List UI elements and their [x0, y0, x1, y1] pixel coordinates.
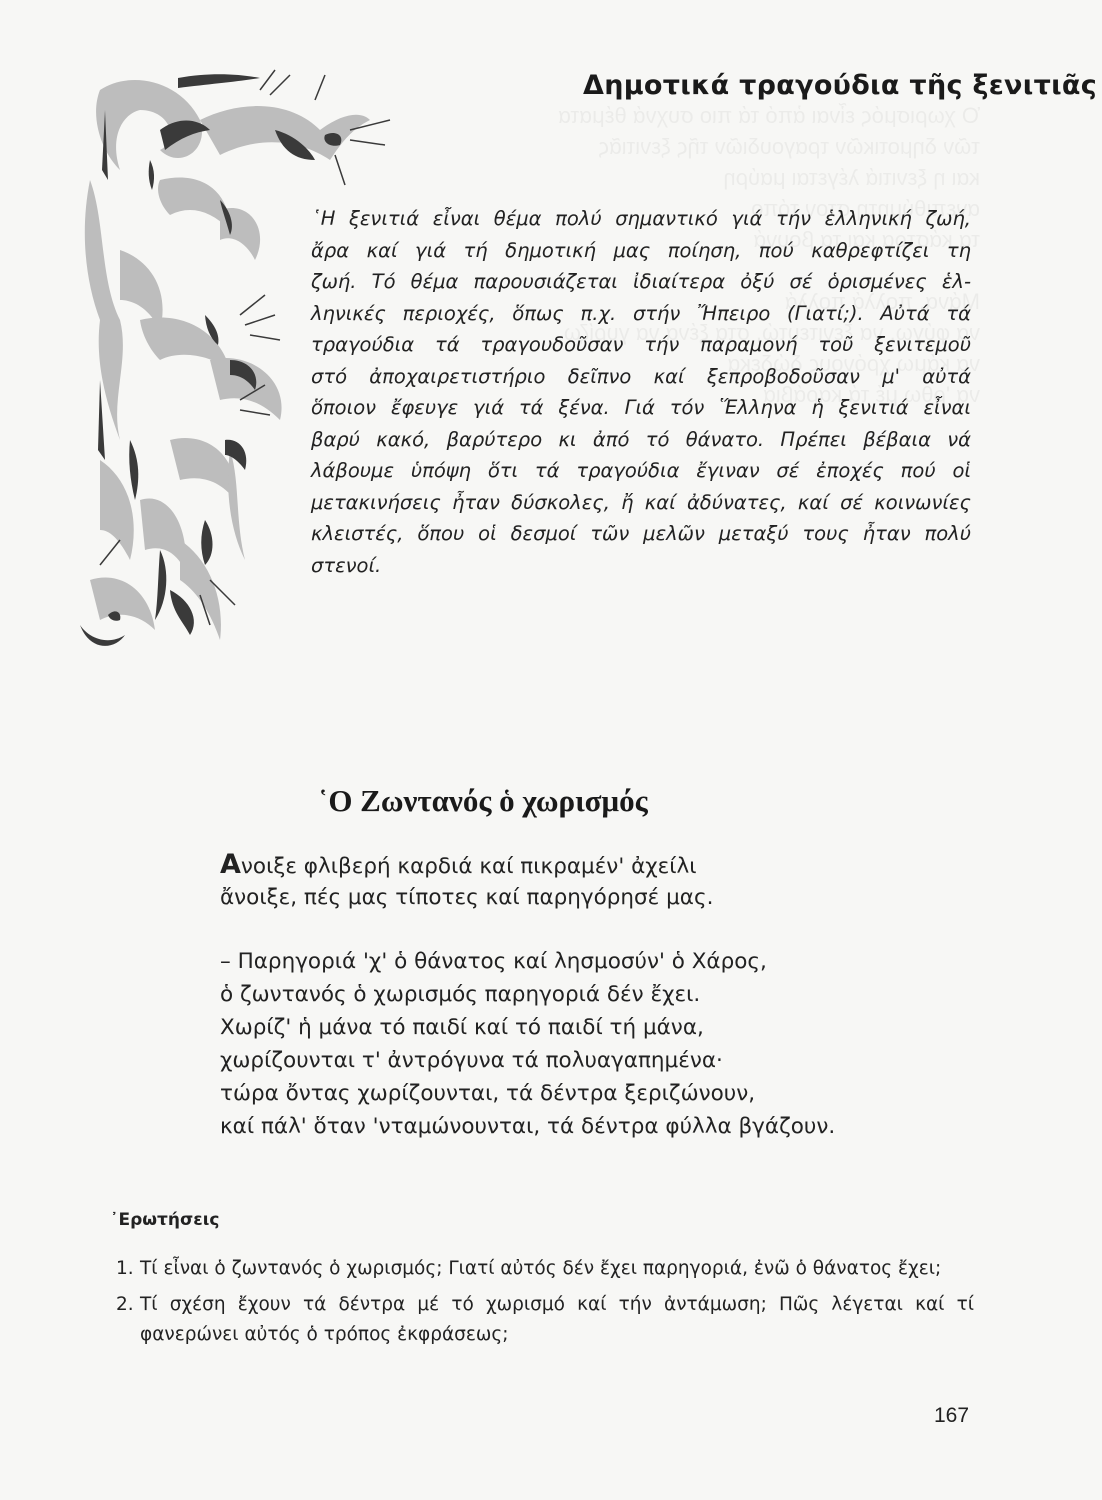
intro-line: ἄρα καί γιά τή δημοτική μας ποίηση, πού καθρεφτίζει τη [311, 238, 971, 262]
poem-verse [220, 848, 835, 881]
poem-verse: ὁ ζωντανός ὁ χωρισμός παρηγοριά δέν ἔχει. [220, 982, 701, 1007]
poem-verse: χωρίζουνται τ' ἀντρόγυνα τά πολυαγαπημένα· [220, 1048, 723, 1073]
question-number: 2. [116, 1294, 134, 1315]
page-number: 167 [934, 1404, 970, 1427]
poem-verse: ἄνοιξε, πές μας τίποτες καί παρηγόρησέ μας. [220, 885, 714, 910]
question-item [116, 1290, 974, 1350]
questions-list [116, 1254, 974, 1356]
stanza-gap [220, 914, 835, 945]
intro-line: βαρύ κακό, βαρύτερο κι ἀπό τό θάνατο. Πρέπει βέβαια νά [311, 427, 971, 451]
question-number: 1. [116, 1258, 134, 1279]
intro-line: ληνικές περιοχές, ὅπως π.χ. στήν Ἤπειρο (Γιατί;). Αὐτά τά [311, 301, 971, 325]
poem-verse-text: νοιξε φλιβερή καρδιά καί πικραμέν' ἀχείλι [240, 854, 697, 879]
intro-line: στενοί. [311, 553, 382, 577]
intro-line: στό ἀποχαιρετιστήριο δεῖπνο καί ξεπροβοδοῦσαν μ' αὐτά [311, 364, 971, 388]
intro-paragraph [311, 203, 971, 581]
question-text: Τί σχέση ἔχουν τά δέντρα μέ τό χωρισμό καί τήν ἀντάμωση; Πῶς λέγεται καί τί φανερώνει αὐτός ὁ τρόπος ἐκφράσεως; [140, 1294, 974, 1345]
intro-line: ὅποιον ἔφευγε γιά τά ξένα. Γιά τόν Ἕλληνα ἡ ξενιτιά εἶναι [311, 396, 971, 419]
question-item [116, 1254, 974, 1284]
poem-title: ῾Ο Ζωντανός ὁ χωρισμός [318, 783, 648, 818]
intro-line: κλειστές, ὅπου οἱ δεσμοί τῶν μελῶν μεταξύ τους ἦταν πολύ [311, 522, 971, 545]
drop-cap: Α [220, 849, 241, 880]
poem-body [220, 848, 835, 1143]
intro-line: τραγούδια τά τραγουδοῦσαν τήν παραμονή τοῦ ξενιτεμοῦ [311, 333, 971, 356]
intro-line: ζωή. Τό θέμα παρουσιάζεται ἰδιαίτερα ὀξύ σέ ὁρισμένες ἑλ- [311, 270, 971, 293]
intro-line: λάβουμε ὑπόψη ὅτι τά τραγούδια ἔγιναν σέ ἐποχές πού οἱ [311, 459, 971, 482]
questions-heading: ᾿Ερωτήσεις [110, 1210, 220, 1230]
poem-verse: καί πάλ' ὅταν 'νταμώνουνται, τά δέντρα φύλλα βγάζουν. [220, 1114, 836, 1139]
intro-line: μετακινήσεις ἦταν δύσκολες, ἤ καί ἀδύνατες, καί σέ κοινωνίες [311, 490, 971, 514]
question-text: Τί εἶναι ὁ ζωντανός ὁ χωρισμός; Γιατί αὐτός δέν ἔχει παρηγοριά, ἐνῶ ὁ θάνατος ἔχει; [140, 1258, 942, 1279]
poem-verse: Χωρίζ' ἡ μάνα τό παιδί καί τό παιδί τή μάνα, [220, 1015, 704, 1040]
poem-verse: – Παρηγοριά 'χ' ὁ θάνατος καί λησμοσύν' ὁ Χάρος, [220, 949, 767, 974]
page-title: Δημοτικά τραγούδια τῆς ξενιτιᾶς [583, 70, 1098, 101]
poem-verse: τώρα ὄντας χωρίζουνται, τά δέντρα ξεριζώνουν, [220, 1081, 756, 1106]
intro-line: ῾Η ξενιτιά εἶναι θέμα πολύ σημαντικό γιά τήν ἑλληνική ζωή, [311, 207, 971, 230]
